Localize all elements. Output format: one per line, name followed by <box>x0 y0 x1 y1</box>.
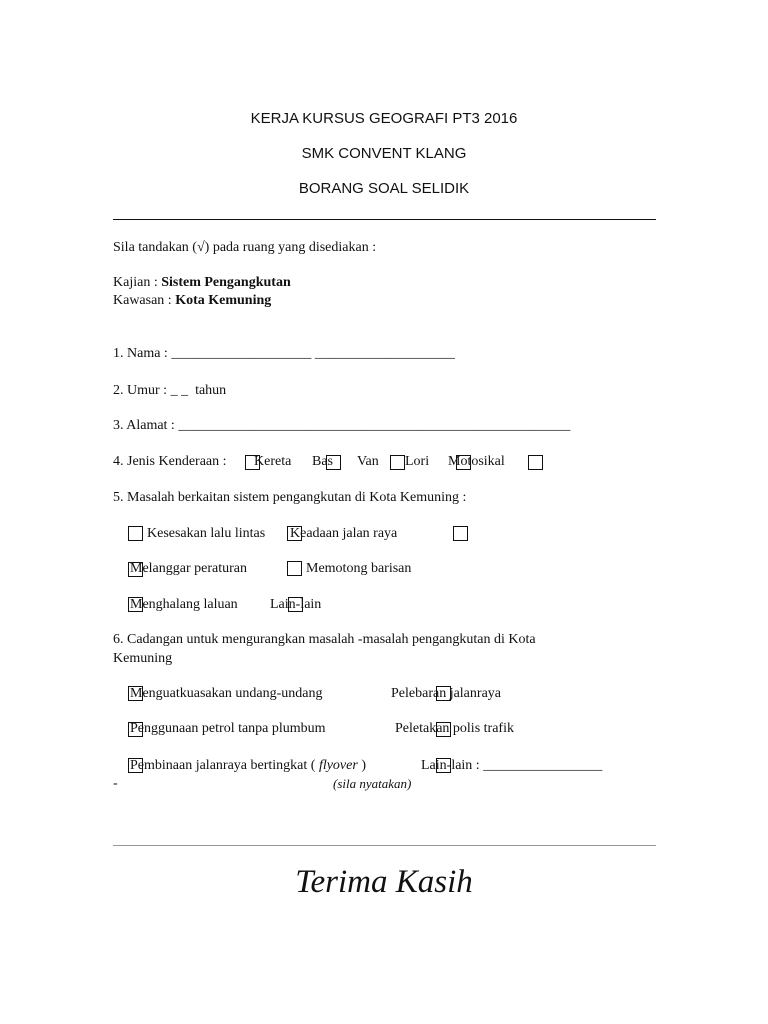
checkbox-kesesakan[interactable] <box>128 526 143 541</box>
option-lain-lain-q5: Lain-lain <box>270 597 322 612</box>
option-kereta: Kereta <box>254 454 292 469</box>
footer-divider <box>113 845 656 846</box>
lain-field-q6[interactable]: _________________ <box>483 758 603 773</box>
form-title: KERJA KURSUS GEOGRAFI PT3 2016 <box>250 110 518 127</box>
option-lori: Lori <box>405 454 430 469</box>
q2-label: 2. Umur : <box>113 383 171 398</box>
flyover-suffix: ) <box>357 758 366 773</box>
q2-umur <box>113 383 226 399</box>
thank-you-text: Terima Kasih <box>295 864 473 900</box>
q2-age-field[interactable]: _ _ <box>170 383 189 398</box>
q3-address-field[interactable]: ________________________________________________________ <box>178 418 571 433</box>
q1-label: 1. Nama : <box>113 346 172 361</box>
checkbox-lain-lain-q6[interactable] <box>436 758 451 773</box>
option-petrol: Penggunaan petrol tanpa plumbum <box>130 721 326 736</box>
lain-label-q6: Lain-lain : <box>421 758 484 773</box>
school-name: SMK CONVENT KLANG <box>301 145 467 162</box>
q2-unit: tahun <box>195 383 227 398</box>
dash-mark: - <box>113 776 118 791</box>
q4-label: 4. Jenis Kenderaan : <box>113 454 227 469</box>
option-bas: Bas <box>312 454 333 469</box>
header-divider <box>113 219 656 220</box>
checkbox-motosikal[interactable] <box>528 455 543 470</box>
q5-label: 5. Masalah berkaitan sistem pengangkutan di Kota Kemuning : <box>113 490 467 505</box>
checkbox-van[interactable] <box>390 455 405 470</box>
kawasan-label: Kawasan : <box>113 293 176 308</box>
checkbox-polis-trafik[interactable] <box>436 722 451 737</box>
checkbox-bas[interactable] <box>326 455 341 470</box>
option-menghalang: Menghalang laluan <box>130 597 238 612</box>
q1-nama <box>113 346 455 362</box>
q1-name-field-2[interactable]: ____________________ <box>314 346 455 361</box>
option-menguatkuasakan: Menguatkuasakan undang-undang <box>130 686 323 701</box>
checkbox-lain-lain-q5[interactable] <box>288 597 303 612</box>
option-melanggar: Melanggar peraturan <box>130 561 247 576</box>
checkbox-pelebaran[interactable] <box>436 686 451 701</box>
kajian-label: Kajian : <box>113 275 162 290</box>
option-memotong: Memotong barisan <box>306 561 412 576</box>
flyover-word: flyover <box>318 758 358 773</box>
checkbox-memotong[interactable] <box>287 561 302 576</box>
flyover-prefix: Pembinaan jalanraya bertingkat ( <box>130 758 319 773</box>
checkbox-lori[interactable] <box>456 455 471 470</box>
option-keadaan-jalan: Keadaan jalan raya <box>290 526 398 541</box>
option-flyover <box>130 758 366 774</box>
option-polis-trafik: Peletakan polis trafik <box>395 721 514 736</box>
q6-label-1: 6. Cadangan untuk mengurangkan masalah -masalah pengangkutan di Kota <box>113 632 536 647</box>
option-pelebaran: Pelebaran jalanraya <box>391 686 501 701</box>
option-motosikal: Motosikal <box>448 454 505 469</box>
q3-label: 3. Alamat : <box>113 418 179 433</box>
q3-alamat <box>113 418 570 434</box>
q6-label-2: Kemuning <box>113 651 173 666</box>
option-kesesakan: Kesesakan lalu lintas <box>147 526 266 541</box>
checkbox-extra[interactable] <box>453 526 468 541</box>
q1-name-field-1[interactable]: ____________________ <box>171 346 312 361</box>
option-van: Van <box>357 454 379 469</box>
instruction-text: Sila tandakan (√) pada ruang yang disediakan : <box>113 240 377 255</box>
kawasan-value: Kota Kemuning <box>175 293 272 308</box>
kajian-value: Sistem Pengangkutan <box>161 275 291 290</box>
specify-note: (sila nyatakan) <box>333 776 412 791</box>
kajian-row <box>113 275 291 291</box>
kawasan-row <box>113 293 271 309</box>
form-subtitle: BORANG SOAL SELIDIK <box>298 180 470 197</box>
